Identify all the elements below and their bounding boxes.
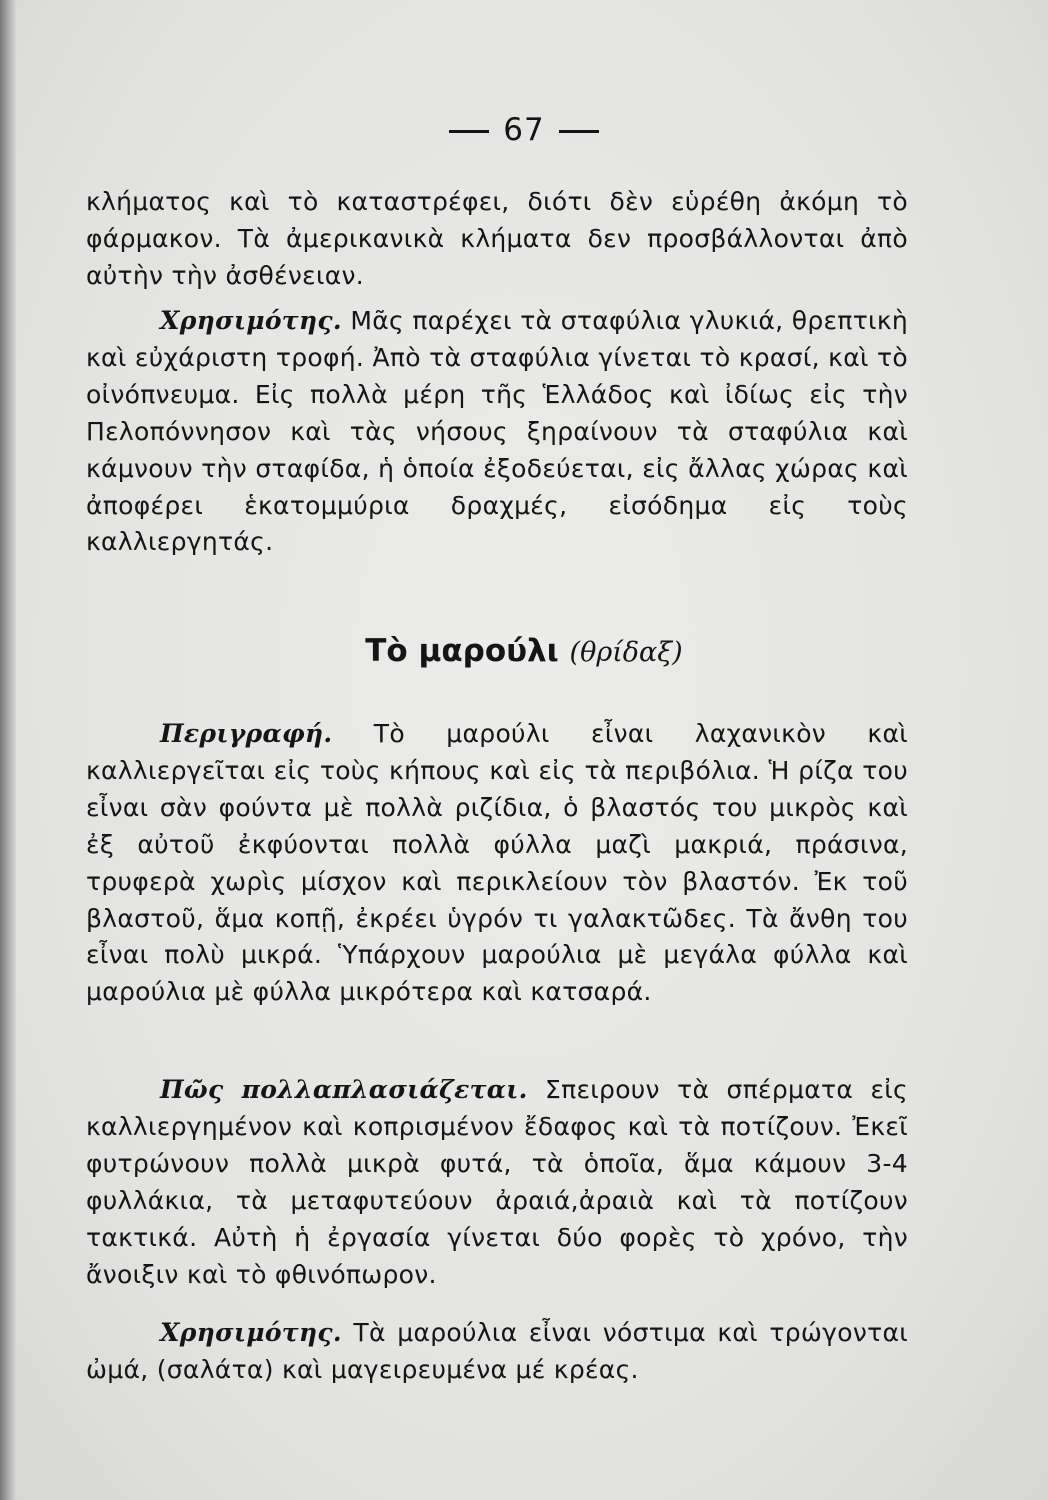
page-gutter [0, 0, 16, 1500]
paragraph-propagation [86, 1072, 908, 1293]
paragraph-usefulness-grapes [86, 303, 908, 561]
paragraph-continuation [86, 184, 908, 295]
dash-left [449, 130, 489, 133]
dash-right [559, 130, 599, 133]
page-number-value: 67 [503, 112, 545, 148]
paragraph-text: Τὰ μαρούλια εἶναι νόστιμα καὶ τρώγονται ὠμά, (σαλάτα) καὶ μαγειρευμένα μέ κρέας. [86, 1318, 908, 1384]
paragraph-text: Τὸ μαρούλι εἶναι λαχανικὸν καὶ καλλιεργεῖται εἰς τοὺς κήπους καὶ εἰς τὰ περιβόλια. Ἡ ρίζα του εἶναι σὰν φούντα μὲ πολλὰ ριζίδια, ὁ βλαστός του μικρὸς καὶ ἐξ αὐτοῦ ἐκφύονται πολλὰ φύλλα μαζὶ μακριά, πράσινα, τρυφερὰ χωρὶς μίσχον καὶ περικλείουν τὸν βλαστόν. Ἐκ τοῦ βλαστοῦ, ἅμα κοπῇ, ἐκρέει ὑγρόν τι γαλακτῶδες. Τὰ ἄνθη του εἶναι πολὺ μικρά. Ὑπάρχουν μαρούλια μὲ μεγάλα φύλλα καὶ μαρούλια μὲ φύλλα μικρότερα καὶ κατσαρά. [86, 719, 908, 1007]
heading-title: Τὸ μαρούλι [365, 633, 559, 669]
page-number [0, 112, 1048, 148]
paragraph-usefulness-lettuce [86, 1315, 908, 1389]
paragraph-lead: Περιγραφή. [160, 719, 333, 748]
paragraph-description [86, 716, 908, 1011]
heading-alt-name: (θρίδαξ) [569, 637, 683, 668]
paragraph-text: κλήματος καὶ τὸ καταστρέφει, διότι δὲν εὑρέθη ἀκόμη τὸ φάρμακον. Τὰ ἀμερικανικὰ κλήματα δεν προσβάλλονται ἀπὸ αὐτὴν τὴν ἀσθένειαν. [86, 187, 908, 290]
section-heading [0, 633, 1048, 669]
paragraph-lead: Χρησιμότης. [160, 1318, 342, 1347]
paragraph-text: Σπειρουν τὰ σπέρματα εἰς καλλιεργημένον καὶ κοπρισμένον ἔδαφος καὶ τὰ ποτίζουν. Ἐκεῖ φυτρώνουν πολλὰ μικρὰ φυτά, τὰ ὁποῖα, ἅμα κάμουν 3-4 φυλλάκια, τὰ μεταφυτεύουν ἀραιά,ἀραιὰ καὶ τὰ ποτίζουν τακτικά. Αὐτὴ ἡ ἐργασία γίνεται δύο φορὲς τὸ χρόνο, τὴν ἄνοιξιν καὶ τὸ φθινόπωρον. [86, 1075, 909, 1289]
paragraph-lead: Χρησιμότης. [160, 306, 342, 335]
paragraph-lead: Πῶς πολλαπλασιάζεται. [160, 1075, 528, 1104]
paragraph-text: Μᾶς παρέχει τὰ σταφύλια γλυκιά, θρεπτικὴ καὶ εὐχάριστη τροφή. Ἀπὸ τὰ σταφύλια γίνεται τὸ κρασί, καὶ τὸ οἰνόπνευμα. Εἰς πολλὰ μέρη τῆς Ἑλλάδος καὶ ἰδίως εἰς τὴν Πελοπόννησον καὶ τὰς νήσους ξηραίνουν τὰ σταφύλια καὶ κάμνουν τὴν σταφίδα, ἡ ὁποία ἐξοδεύεται, εἰς ἄλλας χώρας καὶ ἀποφέρει ἑκατομμύρια δραχμές, εἰσόδημα εἰς τοὺς καλλιεργητάς. [86, 306, 908, 557]
